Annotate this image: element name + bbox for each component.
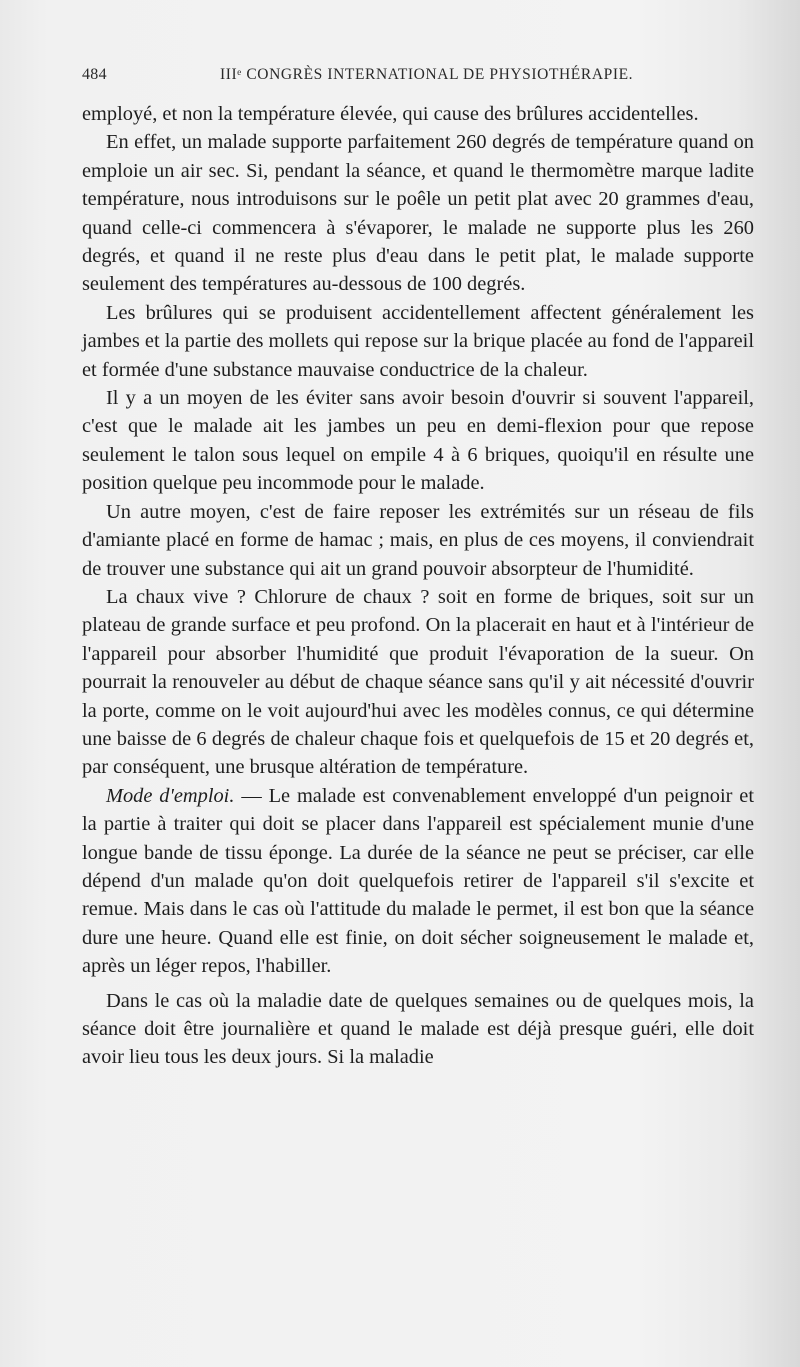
- page-header: [82, 66, 782, 92]
- paragraph: employé, et non la température élevée, qui cause des brûlures accidentelles.: [82, 103, 699, 125]
- paragraph: Mode d'emploi. — Le malade est convenablement enveloppé d'un peignoir et la partie à traiter qui doit se placer dans l'appareil est spécialement munie d'une longue bande de tissu éponge. La durée de la séance ne peut se préciser, car elle dépend d'un malade qu'on doit quelquefois retirer de l'appareil s'il s'excite et remue. Mais dans le cas où l'attitude du malade le permet, il est bon que la séance dure une heure. Quand elle est finie, on doit sécher soigneusement le malade et, après un léger repos, l'habiller.: [82, 784, 754, 978]
- body-text: [82, 100, 754, 1072]
- paragraph: Dans le cas où la maladie date de quelques semaines ou de quelques mois, la séance doit être journalière et quand le malade est déjà presque guéri, elle doit avoir lieu tous les deux jours. Si la maladie: [82, 989, 754, 1069]
- paragraph: La chaux vive ? Chlorure de chaux ? soit en forme de briques, soit sur un plateau de grande surface et peu profond. On la placerait en haut et à l'intérieur de l'appareil pour absorber l'humidité que produit l'évaporation de la sueur. On pourrait la renouveler au début de chaque séance sans qu'il y ait nécessité d'ouvrir la porte, comme on le voit aujourd'hui avec les modèles connus, ce qui détermine une baisse de 6 degrés de chaleur chaque fois et quelquefois de 15 et 20 degrés et, par conséquent, une brusque altération de température.: [82, 585, 754, 779]
- paragraph: Un autre moyen, c'est de faire reposer les extrémités sur un réseau de fils d'amiante placé en forme de hamac ; mais, en plus de ces moyens, il conviendrait de trouver une substance qui ait un grand pouvoir absorpteur de l'humidité.: [82, 500, 754, 580]
- paragraph: En effet, un malade supporte parfaitement 260 degrés de température quand on emploie un air sec. Si, pendant la séance, et quand le thermomètre marque ladite température, nous introduisons sur le poêle un petit plat avec 20 grammes d'eau, quand celle-ci commencera à s'évaporer, le malade ne supporte plus les 260 degrés, et quand il ne reste plus d'eau dans le petit plat, le malade supporte seulement des températures au-dessous de 100 degrés.: [82, 131, 754, 296]
- paragraph: Il y a un moyen de les éviter sans avoir besoin d'ouvrir si souvent l'appareil, c'est que le malade ait les jambes un peu en demi-flexion pour que repose seulement le talon sous lequel on empile 4 à 6 briques, quoiqu'il en résulte une position quelque peu incommode pour le malade.: [82, 387, 754, 495]
- paragraph: Les brûlures qui se produisent accidentellement affectent généralement les jambes et la partie des mollets qui repose sur la brique placée au fond de l'appareil et formée d'une substance mauvaise conductrice de la chaleur.: [82, 301, 754, 381]
- page-number: 484: [82, 66, 107, 83]
- running-title: IIIᵉ CONGRÈS INTERNATIONAL DE PHYSIOTHÉRAPIE.: [220, 66, 634, 83]
- section-lead: Mode d'emploi.: [106, 784, 235, 807]
